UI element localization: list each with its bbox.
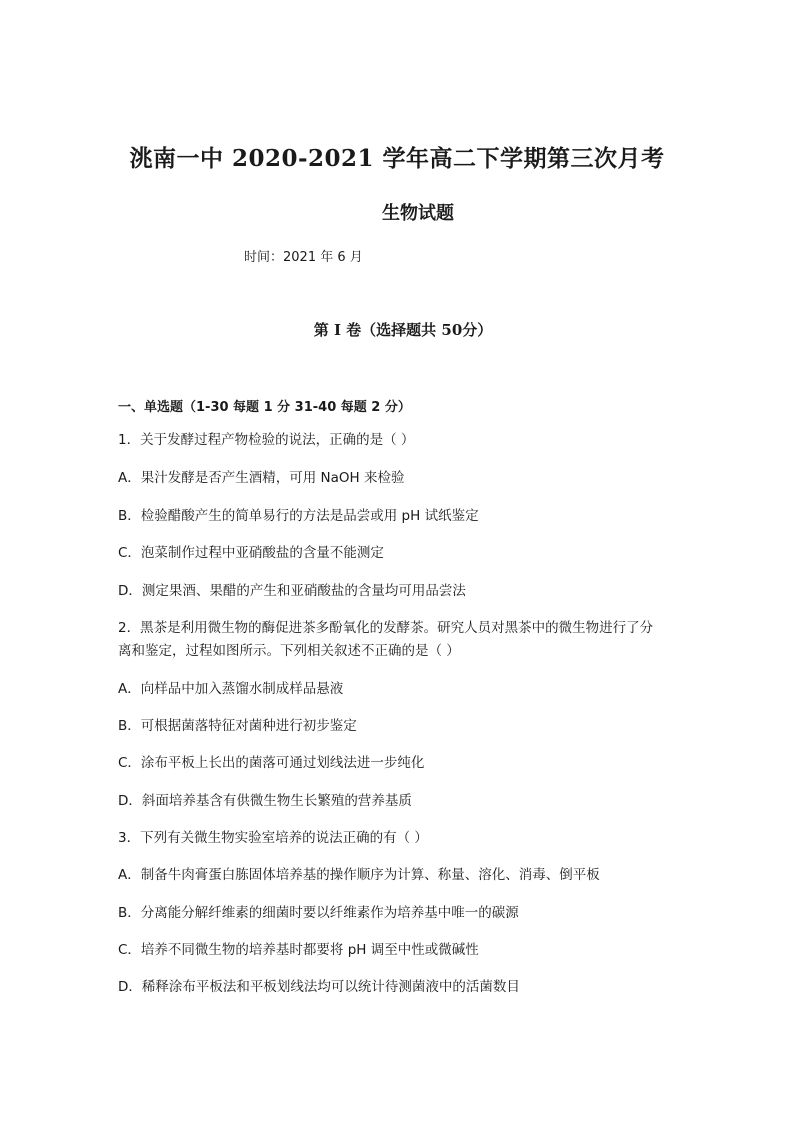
- question-1-option-a: A．果汁发酵是否产生酒精，可用 NaOH 来检验: [118, 470, 405, 486]
- section-title: 第 I 卷（选择题共 50分）: [313, 321, 493, 339]
- exam-time: 时间：2021 年 6 月: [244, 250, 363, 265]
- part-heading: 一、单选题（1-30 每题 1 分 31-40 每题 2 分）: [118, 400, 411, 415]
- question-3-option-a: A．制备牛肉膏蛋白胨固体培养基的操作顺序为计算、称量、溶化、消毒、倒平板: [118, 867, 600, 883]
- question-3-option-b: B．分离能分解纤维素的细菌时要以纤维素作为培养基中唯一的碳源: [118, 905, 519, 921]
- question-2-option-a: A．向样品中加入蒸馏水制成样品悬液: [118, 681, 344, 697]
- question-2-stem-line-1: 2．黑茶是利用微生物的酶促进茶多酚氧化的发酵茶。研究人员对黑茶中的微生物进行了分: [118, 620, 654, 636]
- exam-title: 洮南一中 2020-2021 学年高二下学期第三次月考: [129, 145, 665, 172]
- question-1-option-d: D．测定果酒、果醋的产生和亚硝酸盐的含量均可用品尝法: [118, 583, 466, 599]
- question-2-option-c: C．涂布平板上长出的菌落可通过划线法进一步纯化: [118, 755, 425, 771]
- question-2-option-b: B．可根据菌落特征对菌种进行初步鉴定: [118, 718, 357, 734]
- question-1-stem: 1．关于发酵过程产物检验的说法，正确的是（ ）: [118, 432, 415, 448]
- exam-subtitle: 生物试题: [382, 203, 454, 224]
- question-3-option-d: D．稀释涂布平板法和平板划线法均可以统计待测菌液中的活菌数目: [118, 979, 520, 995]
- question-2-option-d: D．斜面培养基含有供微生物生长繁殖的营养基质: [118, 793, 412, 809]
- question-3-stem: 3．下列有关微生物实验室培养的说法正确的有（ ）: [118, 830, 428, 846]
- question-3-option-c: C．培养不同微生物的培养基时都要将 pH 调至中性或微碱性: [118, 942, 479, 958]
- question-2-stem-line-2: 离和鉴定，过程如图所示。下列相关叙述不正确的是（ ）: [118, 643, 460, 659]
- question-1-option-c: C．泡菜制作过程中亚硝酸盐的含量不能测定: [118, 545, 384, 561]
- question-1-option-b: B．检验醋酸产生的简单易行的方法是品尝或用 pH 试纸鉴定: [118, 508, 479, 524]
